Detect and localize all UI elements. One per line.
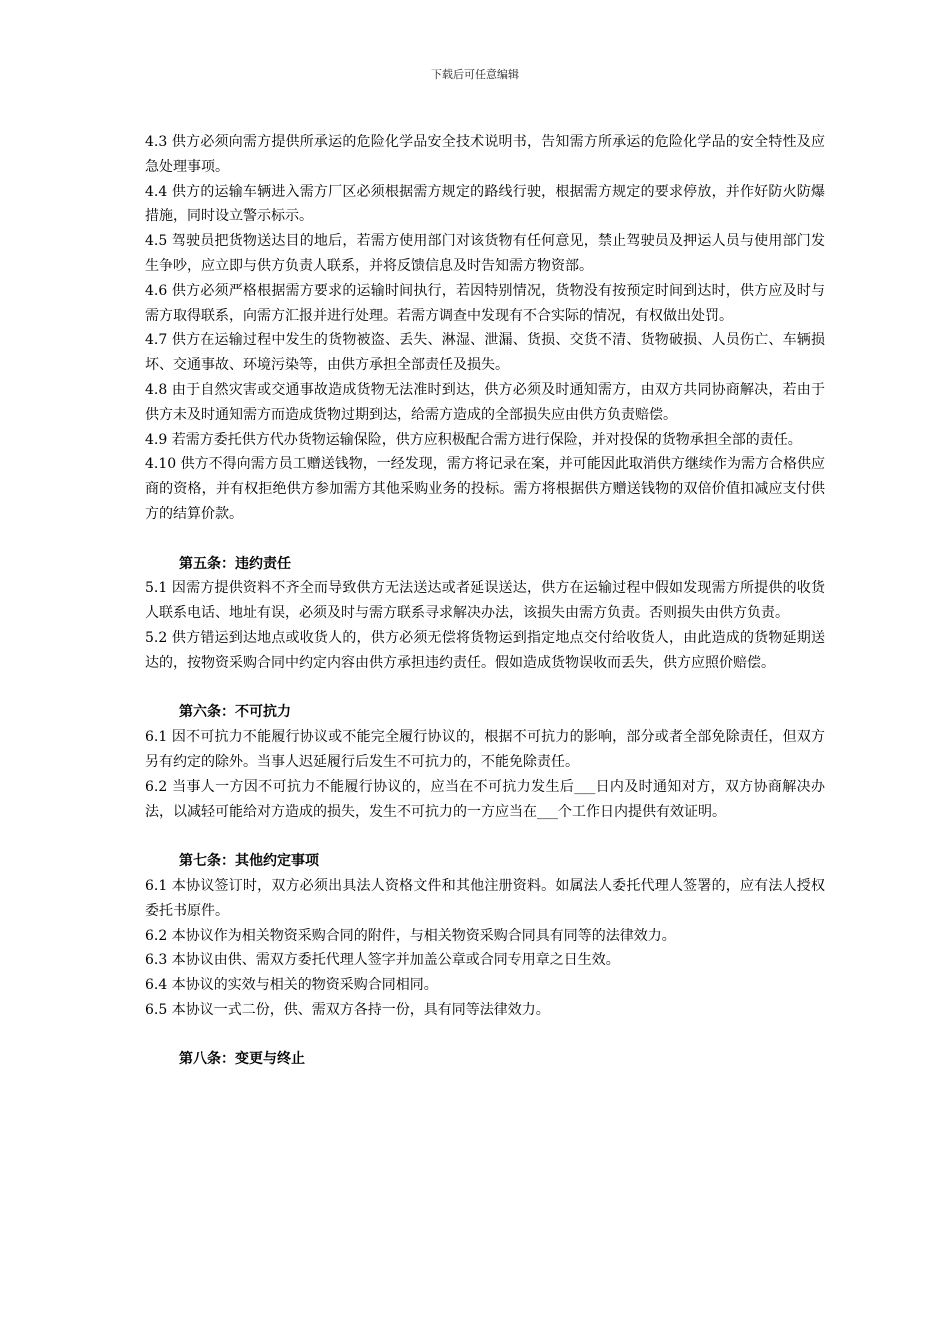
clause-7-item-3: 6.3 本协议由供、需双方委托代理人签字并加盖公章或合同专用章之日生效。 xyxy=(145,952,620,969)
clause-7-item-1: 6.1 本协议签订时，双方必须出具法人资格文件和其他注册资料。如属法人委托代理人签署的，应有法人授权委托书原件。 xyxy=(145,877,825,919)
clause-4-10: 4.10 供方不得向需方员工赠送钱物，一经发现，需方将记录在案，并可能因此取消供方继续作为需方合格供应商的资格，并有权拒绝供方参加需方其他采购业务的投标。需方将根据供方赠送钱物的双倍价值扣减应支付供方的结算价款。 xyxy=(145,456,825,522)
page-header-note: 下载后可任意编辑 xyxy=(431,68,519,81)
section-7-title: 第七条：其他约定事项 xyxy=(179,853,319,870)
clause-5-2: 5.2 供方错运到达地点或收货人的，供方必须无偿将货物运到指定地点交付给收货人，由此造成的货物延期送达的，按物资采购合同中约定内容由供方承担违约责任。假如造成货物误收而丢失，供方应照价赔偿。 xyxy=(145,629,825,671)
clause-7-item-5: 6.5 本协议一式二份，供、需双方各持一份，具有同等法律效力。 xyxy=(145,1001,550,1018)
clause-4-8: 4.8 由于自然灾害或交通事故造成货物无法准时到达，供方必须及时通知需方，由双方共同协商解决，若由于供方未及时通知需方而造成货物过期到达，给需方造成的全部损失应由供方负责赔偿。 xyxy=(145,381,825,423)
clause-4-9: 4.9 若需方委托供方代办货物运输保险，供方应积极配合需方进行保险，并对投保的货物承担全部的责任。 xyxy=(145,431,802,448)
document-body xyxy=(145,130,825,1072)
clause-4-4: 4.4 供方的运输车辆进入需方厂区必须根据需方规定的路线行驶，根据需方规定的要求停放，并作好防火防爆措施，同时设立警示标示。 xyxy=(145,183,825,225)
section-8-title: 第八条：变更与终止 xyxy=(179,1051,305,1068)
section-5-title: 第五条：违约责任 xyxy=(179,555,291,572)
clause-5-1: 5.1 因需方提供资料不齐全而导致供方无法送达或者延误送达，供方在运输过程中假如发现需方所提供的收货人联系电话、地址有误，必须及时与需方联系寻求解决办法，该损失由需方负责。否则损失由供方负责。 xyxy=(145,580,825,622)
clause-6-2: 6.2 当事人一方因不可抗力不能履行协议的，应当在不可抗力发生后___日内及时通知对方，双方协商解决办法，以减轻可能给对方造成的损失，发生不可抗力的一方应当在___个工作日内提供有效证明。 xyxy=(145,778,825,820)
clause-6-1: 6.1 因不可抗力不能履行协议或不能完全履行协议的，根据不可抗力的影响，部分或者全部免除责任，但双方另有约定的除外。当事人迟延履行后发生不可抗力的，不能免除责任。 xyxy=(145,729,825,770)
clause-7-item-4: 6.4 本协议的实效与相关的物资采购合同相同。 xyxy=(145,977,438,994)
clause-4-5: 4.5 驾驶员把货物送达目的地后，若需方使用部门对该货物有任何意见，禁止驾驶员及押运人员与使用部门发生争吵，应立即与供方负责人联系，并将反馈信息及时告知需方物资部。 xyxy=(145,233,825,274)
clause-4-7: 4.7 供方在运输过程中发生的货物被盗、丢失、淋湿、泄漏、货损、交货不清、货物破损、人员伤亡、车辆损坏、交通事故、环境污染等，由供方承担全部责任及损失。 xyxy=(145,332,825,374)
clause-4-6: 4.6 供方必须严格根据需方要求的运输时间执行，若因特别情况，货物没有按预定时间到达时，供方应及时与需方取得联系，向需方汇报并进行处理。若需方调查中发现有不合实际的情况，有权做出处罚。 xyxy=(145,282,825,324)
clause-7-item-2: 6.2 本协议作为相关物资采购合同的附件，与相关物资采购合同具有同等的法律效力。 xyxy=(145,927,676,944)
clause-4-3: 4.3 供方必须向需方提供所承运的危险化学品安全技术说明书，告知需方所承运的危险化学品的安全特性及应急处理事项。 xyxy=(145,134,825,175)
section-6-title: 第六条：不可抗力 xyxy=(179,704,291,721)
